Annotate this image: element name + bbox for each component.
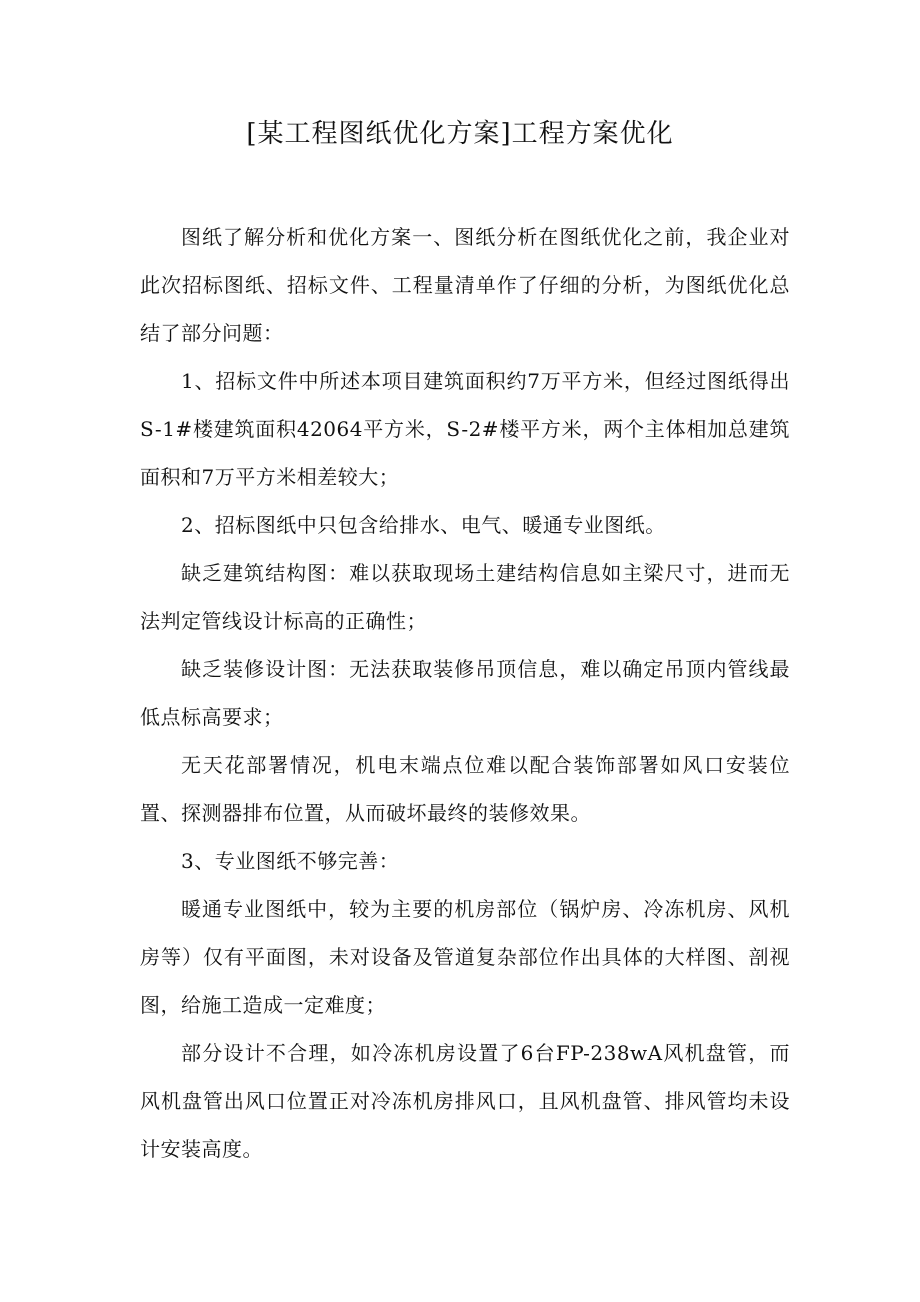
document-title: [某工程图纸优化方案]工程方案优化 <box>246 119 674 149</box>
paragraph-missing-decoration: 缺乏装修设计图：无法获取装修吊顶信息，难以确定吊顶内管线最低点标高要求； <box>140 657 790 729</box>
document-body <box>140 213 790 1173</box>
paragraph-ceiling-layout: 无天花部署情况，机电末端点位难以配合装饰部署如风口安装位置、探测器排布位置，从而破坏最终的装修效果。 <box>140 753 790 825</box>
paragraph-design-issue: 部分设计不合理，如冷冻机房设置了6台FP-238wA风机盘管，而风机盘管出风口位置正对冷冻机房排风口，且风机盘管、排风管均未设计安装高度。 <box>140 1041 790 1161</box>
paragraph-missing-structure: 缺乏建筑结构图：难以获取现场土建结构信息如主梁尺寸，进而无法判定管线设计标高的正确性； <box>140 561 790 633</box>
paragraph-hvac-drawings: 暖通专业图纸中，较为主要的机房部位（锅炉房、冷冻机房、风机房等）仅有平面图，未对设备及管道复杂部位作出具体的大样图、剖视图，给施工造成一定难度； <box>140 897 790 1017</box>
paragraph-item-2: 2、招标图纸中只包含给排水、电气、暖通专业图纸。 <box>181 513 666 537</box>
paragraph-item-1: 1、招标文件中所述本项目建筑面积约7万平方米，但经过图纸得出S-1#楼建筑面积42064平方米，S-2#楼平方米，两个主体相加总建筑面积和7万平方米相差较大； <box>140 369 790 489</box>
paragraph-intro: 图纸了解分析和优化方案一、图纸分析在图纸优化之前，我企业对此次招标图纸、招标文件、工程量清单作了仔细的分析，为图纸优化总结了部分问题： <box>140 225 790 345</box>
paragraph-item-3: 3、专业图纸不够完善： <box>181 849 400 873</box>
